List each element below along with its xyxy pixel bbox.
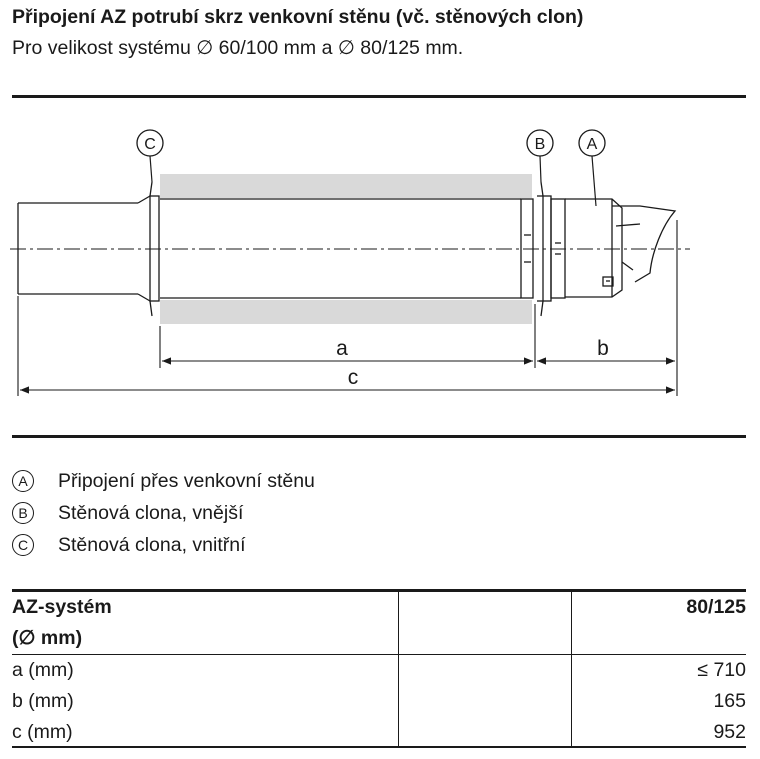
legend-text: Stěnová clona, vnější bbox=[58, 501, 244, 524]
callout-a-letter: A bbox=[586, 136, 598, 153]
callout-c-leader bbox=[150, 156, 152, 182]
row-empty bbox=[399, 686, 572, 717]
row-label: b (mm) bbox=[12, 686, 399, 717]
dimension-a-label: a bbox=[336, 337, 348, 360]
legend-item bbox=[12, 532, 246, 558]
header-system-label: AZ-systém bbox=[12, 596, 112, 618]
row-empty bbox=[399, 717, 572, 748]
wall-pipe-diagram bbox=[0, 98, 760, 434]
wall-section-top bbox=[160, 174, 532, 198]
row-value: ≤ 710 bbox=[697, 659, 746, 681]
callout-b-leader bbox=[540, 156, 541, 182]
callout-c-letter: C bbox=[144, 136, 156, 153]
row-value: 165 bbox=[713, 690, 746, 712]
table-header-row bbox=[12, 592, 746, 655]
legend-text: Připojení přes venkovní stěnu bbox=[58, 469, 315, 492]
callout-b-letter: B bbox=[534, 136, 546, 153]
diagram-bottom-rule bbox=[12, 435, 746, 438]
spec-table bbox=[12, 592, 746, 748]
legend-item bbox=[12, 468, 315, 494]
table-row bbox=[12, 717, 746, 748]
table-row bbox=[12, 686, 746, 717]
row-value: 952 bbox=[713, 721, 746, 743]
dimension-b-label: b bbox=[597, 337, 609, 360]
wall-section-bottom bbox=[160, 300, 532, 324]
header-diameter-label: (∅ mm) bbox=[12, 627, 83, 649]
header-empty-cell bbox=[399, 592, 572, 655]
row-empty bbox=[399, 655, 572, 687]
page-title: Připojení AZ potrubí skrz venkovní stěnu (vč. stěnových clon) bbox=[12, 6, 584, 28]
legend-letter-a: A bbox=[12, 470, 34, 492]
legend-letter-b: B bbox=[12, 502, 34, 524]
legend-text: Stěnová clona, vnitřní bbox=[58, 533, 246, 556]
header-system-cell bbox=[12, 592, 399, 655]
page-subtitle: Pro velikost systému ∅ 60/100 mm a ∅ 80/125 mm. bbox=[12, 37, 464, 59]
row-label: c (mm) bbox=[12, 717, 399, 748]
table-row bbox=[12, 655, 746, 687]
legend-item bbox=[12, 500, 243, 526]
header-size-cell: 80/125 bbox=[572, 592, 747, 655]
table-bottom-rule bbox=[12, 746, 746, 748]
row-label: a (mm) bbox=[12, 655, 399, 687]
dimension-c-label: c bbox=[347, 366, 359, 389]
legend-letter-c: C bbox=[12, 534, 34, 556]
